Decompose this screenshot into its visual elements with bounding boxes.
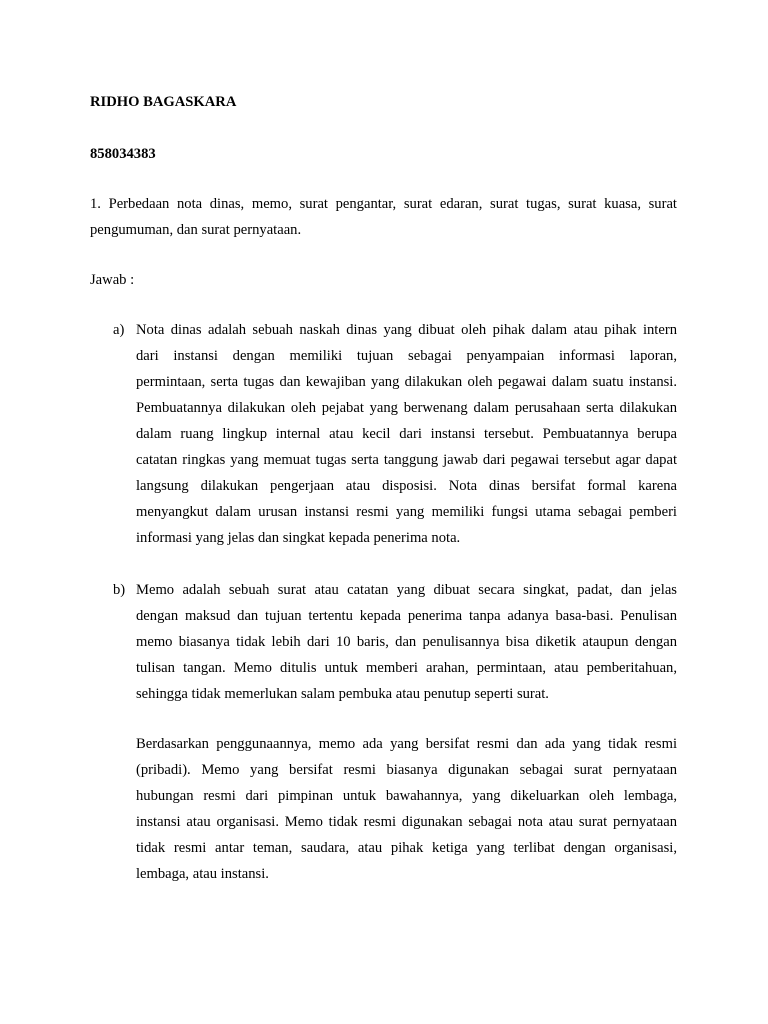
item-b-para2-line: hubungan resmi dari pimpinan untuk bawahannya, yang dikeluarkan oleh lembaga, xyxy=(136,788,677,804)
item-b-para2-line: (pribadi). Memo yang bersifat resmi biasanya digunakan sebagai surat pernyataan xyxy=(136,762,677,778)
item-b-line: sehingga tidak memerlukan salam pembuka atau penutup seperti surat. xyxy=(136,686,549,702)
item-a-line: dari instansi dengan memiliki tujuan sebagai penyampaian informasi laporan, xyxy=(136,348,677,364)
list-marker: a) xyxy=(113,322,125,338)
list-marker: b) xyxy=(113,582,126,598)
author-name: RIDHO BAGASKARA xyxy=(90,94,237,110)
answer-label: Jawab : xyxy=(90,272,135,288)
item-a-line: catatan ringkas yang memuat tugas serta tanggung jawab dari pegawai tersebut agar dapat xyxy=(136,452,677,468)
item-b-line: tulisan tangan. Memo ditulis untuk memberi arahan, permintaan, atau pemberitahuan, xyxy=(136,660,677,676)
item-a-line: langsung dilakukan pengerjaan atau disposisi. Nota dinas bersifat formal karena xyxy=(136,478,677,494)
item-a-line: Nota dinas adalah sebuah naskah dinas yang dibuat oleh pihak dalam atau pihak intern xyxy=(136,322,677,338)
student-id: 858034383 xyxy=(90,146,156,162)
question-line: 1. Perbedaan nota dinas, memo, surat pengantar, surat edaran, surat tugas, surat kuasa, surat xyxy=(90,196,677,212)
item-b-para2-line: tidak resmi antar teman, saudara, atau pihak ketiga yang terlibat dengan organisasi, xyxy=(136,840,677,856)
item-a-line: menyangkut dalam urusan instansi resmi yang memiliki fungsi utama sebagai pemberi xyxy=(136,504,677,520)
item-b-line: memo biasanya tidak lebih dari 10 baris, dan penulisannya bisa diketik ataupun dengan xyxy=(136,634,677,650)
item-b-para2-line: Berdasarkan penggunaannya, memo ada yang bersifat resmi dan ada yang tidak resmi xyxy=(136,736,677,752)
item-b-para2-line: lembaga, atau instansi. xyxy=(136,866,269,882)
item-a-line: informasi yang jelas dan singkat kepada penerima nota. xyxy=(136,530,461,546)
item-a-line: dalam ruang lingkup internal atau kecil dari instansi tersebut. Pembuatannya berupa xyxy=(136,426,677,442)
item-a-line: Pembuatannya dilakukan oleh pejabat yang berwenang dalam perusahaan serta dilakukan xyxy=(136,400,677,416)
item-b-para2-line: instansi atau organisasi. Memo tidak resmi digunakan sebagai nota atau surat pernyataan xyxy=(136,814,677,830)
item-b-line: dengan maksud dan tujuan tertentu kepada penerima tanpa adanya basa-basi. Penulisan xyxy=(136,608,677,624)
question-line: pengumuman, dan surat pernyataan. xyxy=(90,222,302,238)
item-b-line: Memo adalah sebuah surat atau catatan yang dibuat secara singkat, padat, dan jelas xyxy=(136,582,677,598)
item-a-line: permintaan, serta tugas dan kewajiban yang dilakukan oleh pegawai dalam suatu instansi. xyxy=(136,374,677,390)
